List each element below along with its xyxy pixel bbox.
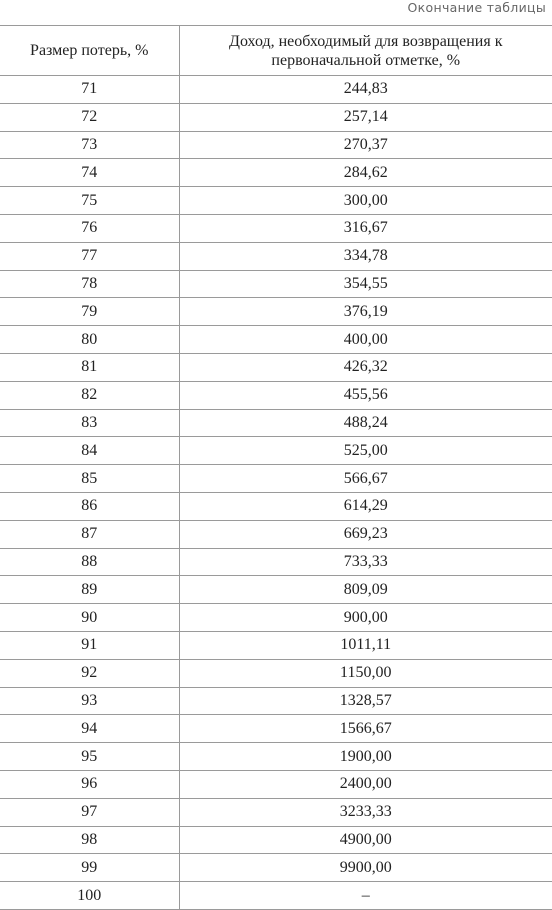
required-return-cell: 376,19 xyxy=(179,298,552,326)
required-return-cell: 400,00 xyxy=(179,326,552,354)
required-return-cell: 566,67 xyxy=(179,465,552,493)
required-return-cell: 1328,57 xyxy=(179,687,552,715)
table-row xyxy=(0,520,552,548)
loss-recovery-table xyxy=(0,25,552,910)
table-row xyxy=(0,715,552,743)
loss-size-cell: 96 xyxy=(0,770,179,798)
required-return-cell: – xyxy=(179,882,552,910)
loss-size-cell: 86 xyxy=(0,492,179,520)
table-row xyxy=(0,242,552,270)
loss-size-cell: 74 xyxy=(0,159,179,187)
loss-size-cell: 84 xyxy=(0,437,179,465)
loss-size-cell: 79 xyxy=(0,298,179,326)
required-return-cell: 426,32 xyxy=(179,353,552,381)
table-row xyxy=(0,604,552,632)
loss-size-cell: 99 xyxy=(0,854,179,882)
required-return-cell: 455,56 xyxy=(179,381,552,409)
loss-size-cell: 92 xyxy=(0,659,179,687)
loss-size-cell: 85 xyxy=(0,465,179,493)
required-return-cell: 9900,00 xyxy=(179,854,552,882)
loss-size-cell: 95 xyxy=(0,743,179,771)
table-row xyxy=(0,826,552,854)
table-body xyxy=(0,76,552,910)
table-row xyxy=(0,631,552,659)
table-row xyxy=(0,437,552,465)
required-return-cell: 316,67 xyxy=(179,214,552,242)
table-row xyxy=(0,326,552,354)
loss-size-cell: 80 xyxy=(0,326,179,354)
table-row xyxy=(0,882,552,910)
loss-size-cell: 98 xyxy=(0,826,179,854)
required-return-cell: 354,55 xyxy=(179,270,552,298)
table-row xyxy=(0,76,552,104)
table-row xyxy=(0,131,552,159)
table-row xyxy=(0,659,552,687)
table-row xyxy=(0,770,552,798)
table-row xyxy=(0,798,552,826)
loss-size-cell: 76 xyxy=(0,214,179,242)
table-row xyxy=(0,270,552,298)
required-return-cell: 257,14 xyxy=(179,103,552,131)
table-row xyxy=(0,492,552,520)
table-row xyxy=(0,576,552,604)
required-return-cell: 270,37 xyxy=(179,131,552,159)
header-required-return: Доход, необходимый для возвращения к первоначальной отметке, % xyxy=(179,26,552,76)
table-row xyxy=(0,381,552,409)
loss-size-cell: 87 xyxy=(0,520,179,548)
table-continuation-caption: Окончание таблицы xyxy=(407,0,546,15)
loss-size-cell: 71 xyxy=(0,76,179,104)
required-return-cell: 900,00 xyxy=(179,604,552,632)
required-return-cell: 3233,33 xyxy=(179,798,552,826)
loss-size-cell: 97 xyxy=(0,798,179,826)
required-return-cell: 669,23 xyxy=(179,520,552,548)
table-row xyxy=(0,465,552,493)
required-return-cell: 809,09 xyxy=(179,576,552,604)
loss-size-cell: 83 xyxy=(0,409,179,437)
required-return-cell: 1900,00 xyxy=(179,743,552,771)
header-loss-size: Размер потерь, % xyxy=(0,26,179,76)
loss-size-cell: 89 xyxy=(0,576,179,604)
loss-size-cell: 88 xyxy=(0,548,179,576)
table-row xyxy=(0,409,552,437)
loss-size-cell: 90 xyxy=(0,604,179,632)
required-return-cell: 733,33 xyxy=(179,548,552,576)
table-row xyxy=(0,854,552,882)
table-header-row xyxy=(0,26,552,76)
table-row xyxy=(0,687,552,715)
loss-size-cell: 93 xyxy=(0,687,179,715)
loss-size-cell: 100 xyxy=(0,882,179,910)
loss-size-cell: 78 xyxy=(0,270,179,298)
required-return-cell: 284,62 xyxy=(179,159,552,187)
required-return-cell: 1011,11 xyxy=(179,631,552,659)
loss-size-cell: 82 xyxy=(0,381,179,409)
table-row xyxy=(0,743,552,771)
loss-size-cell: 75 xyxy=(0,187,179,215)
loss-size-cell: 81 xyxy=(0,353,179,381)
required-return-cell: 334,78 xyxy=(179,242,552,270)
table-row xyxy=(0,353,552,381)
loss-size-cell: 73 xyxy=(0,131,179,159)
required-return-cell: 244,83 xyxy=(179,76,552,104)
table-row xyxy=(0,298,552,326)
loss-size-cell: 72 xyxy=(0,103,179,131)
required-return-cell: 4900,00 xyxy=(179,826,552,854)
loss-size-cell: 91 xyxy=(0,631,179,659)
required-return-cell: 488,24 xyxy=(179,409,552,437)
required-return-cell: 1150,00 xyxy=(179,659,552,687)
loss-size-cell: 94 xyxy=(0,715,179,743)
table-row xyxy=(0,187,552,215)
table-row xyxy=(0,103,552,131)
required-return-cell: 1566,67 xyxy=(179,715,552,743)
required-return-cell: 525,00 xyxy=(179,437,552,465)
table-row xyxy=(0,548,552,576)
required-return-cell: 300,00 xyxy=(179,187,552,215)
required-return-cell: 2400,00 xyxy=(179,770,552,798)
table-row xyxy=(0,159,552,187)
table-row xyxy=(0,214,552,242)
loss-size-cell: 77 xyxy=(0,242,179,270)
required-return-cell: 614,29 xyxy=(179,492,552,520)
